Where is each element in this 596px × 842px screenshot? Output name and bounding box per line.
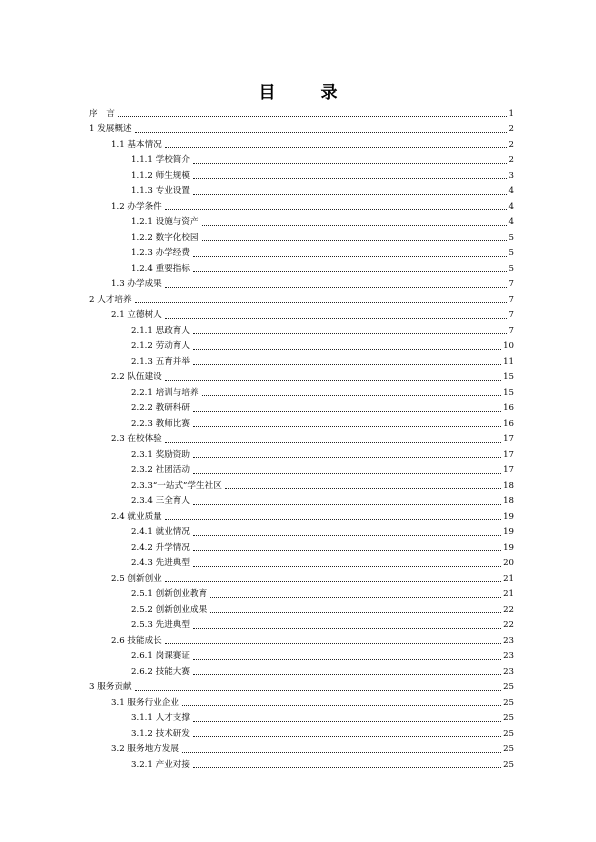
toc-entry[interactable]	[89, 104, 514, 120]
toc-leader-dots	[165, 318, 507, 319]
toc-entry[interactable]	[89, 507, 514, 523]
toc-entry[interactable]	[89, 554, 514, 570]
toc-entry-label: 2.5.2 创新创业成果	[131, 604, 208, 615]
toc-leader-dots	[165, 209, 507, 210]
toc-entry-page: 19	[503, 511, 514, 522]
toc-entry-label: 1.2.2 数字化校园	[131, 232, 199, 243]
toc-entry-label: 1.2.4 重要指标	[131, 263, 190, 274]
toc-entry[interactable]	[89, 399, 514, 415]
toc-leader-dots	[165, 380, 501, 381]
toc-entry-label: 2.3.3“一站式”学生社区	[131, 480, 222, 491]
toc-entry-label: 2.4 就业质量	[111, 511, 162, 522]
toc-entry[interactable]	[89, 492, 514, 508]
toc-entry[interactable]	[89, 228, 514, 244]
toc-entry[interactable]	[89, 585, 514, 601]
toc-entry-label: 2.2 队伍建设	[111, 372, 162, 382]
toc-leader-dots	[182, 752, 501, 753]
toc-leader-dots	[193, 349, 501, 350]
toc-entry-label: 2.2.2 教研科研	[131, 403, 190, 413]
toc-entry[interactable]	[89, 321, 514, 337]
toc-entry-page: 25	[503, 697, 514, 708]
toc-entry-page: 5	[508, 248, 514, 258]
toc-leader-dots	[193, 411, 501, 412]
toc-leader-dots	[135, 690, 501, 691]
toc-entry[interactable]	[89, 290, 514, 306]
toc-entry[interactable]	[89, 662, 514, 678]
toc-entry-label: 1.1.1 学校简介	[131, 155, 190, 165]
toc-entry-page: 4	[508, 186, 514, 196]
toc-entry-page: 4	[508, 217, 514, 227]
toc-entry[interactable]	[89, 445, 514, 461]
toc-entry-label: 1.2.3 办学经费	[131, 248, 190, 258]
toc-entry[interactable]	[89, 709, 514, 725]
toc-entry[interactable]	[89, 647, 514, 663]
toc-leader-dots	[165, 643, 501, 644]
toc-entry-label: 1.2.1 设施与资产	[131, 217, 199, 227]
toc-entry-page: 20	[503, 558, 514, 568]
toc-leader-dots	[193, 256, 507, 257]
toc-entry[interactable]	[89, 151, 514, 167]
toc-leader-dots	[165, 581, 501, 582]
toc-entry[interactable]	[89, 430, 514, 446]
toc-title: 目 录	[258, 83, 352, 103]
toc-leader-dots	[210, 597, 501, 598]
toc-entry-page: 25	[503, 682, 514, 692]
toc-entry[interactable]	[89, 244, 514, 260]
toc-leader-dots	[193, 566, 501, 567]
toc-entry-label: 2.6.2 技能大赛	[131, 666, 190, 677]
toc-entry[interactable]	[89, 678, 514, 694]
toc-entry-label: 2.4.3 先进典型	[131, 558, 190, 568]
toc-entry[interactable]	[89, 383, 514, 399]
toc-entry[interactable]	[89, 476, 514, 492]
toc-entry-page: 1	[508, 108, 514, 119]
toc-entry-page: 23	[503, 651, 514, 661]
toc-entry[interactable]	[89, 724, 514, 740]
toc-leader-dots	[165, 147, 507, 148]
toc-entry-page: 21	[503, 589, 514, 599]
toc-entry-label: 2.3 在校体验	[111, 434, 162, 444]
toc-leader-dots	[118, 116, 507, 117]
toc-entry[interactable]	[89, 306, 514, 322]
toc-entry-label: 3.1.2 技术研发	[131, 728, 190, 739]
toc-entry[interactable]	[89, 755, 514, 771]
toc-leader-dots	[202, 225, 507, 226]
table-of-contents	[89, 104, 514, 771]
toc-leader-dots	[182, 705, 501, 706]
toc-entry-page: 16	[503, 403, 514, 413]
toc-entry-label: 2.1.2 劳动育人	[131, 341, 190, 351]
toc-entry-label: 1.1.2 师生规模	[131, 170, 190, 181]
toc-entry-page: 3	[508, 170, 514, 181]
toc-entry-label: 2 人才培养	[89, 294, 132, 305]
toc-entry-page: 5	[508, 263, 514, 274]
toc-leader-dots	[193, 457, 501, 458]
toc-entry-page: 25	[503, 759, 514, 770]
toc-entry-page: 7	[508, 279, 514, 289]
toc-entry-label: 3 服务贡献	[89, 682, 132, 692]
toc-entry-page: 4	[508, 201, 514, 212]
toc-entry-label: 2.4.2 升学情况	[131, 542, 190, 553]
toc-leader-dots	[210, 612, 501, 613]
toc-entry-label: 2.1 立德树人	[111, 310, 162, 320]
toc-entry[interactable]	[89, 569, 514, 585]
toc-entry-label: 1.1 基本情况	[111, 139, 162, 150]
toc-entry-page: 16	[503, 418, 514, 429]
toc-entry-label: 序 言	[89, 108, 115, 119]
toc-entry-page: 15	[503, 387, 514, 398]
toc-entry[interactable]	[89, 616, 514, 632]
toc-entry[interactable]	[89, 197, 514, 213]
toc-leader-dots	[193, 674, 501, 675]
toc-entry-page: 11	[503, 356, 514, 367]
toc-leader-dots	[193, 364, 501, 365]
toc-leader-dots	[193, 504, 501, 505]
toc-entry[interactable]	[89, 693, 514, 709]
toc-entry-page: 17	[503, 434, 514, 444]
toc-leader-dots	[193, 194, 507, 195]
toc-entry-label: 2.5 创新创业	[111, 573, 162, 584]
toc-entry-page: 2	[508, 124, 514, 134]
toc-leader-dots	[193, 767, 501, 768]
toc-entry-page: 25	[503, 713, 514, 723]
toc-entry-label: 2.3.1 奖励资助	[131, 449, 190, 460]
toc-entry-page: 2	[508, 155, 514, 165]
toc-entry-label: 1.1.3 专业设置	[131, 186, 190, 196]
toc-entry-label: 3.2 服务地方发展	[111, 744, 179, 754]
toc-entry[interactable]	[89, 135, 514, 151]
toc-entry-label: 2.5.3 先进典型	[131, 620, 190, 630]
toc-entry[interactable]	[89, 182, 514, 198]
toc-entry-page: 23	[503, 666, 514, 677]
toc-entry-label: 3.1 服务行业企业	[111, 697, 179, 708]
toc-entry-label: 2.2.1 培训与培养	[131, 387, 199, 398]
toc-entry-page: 2	[508, 139, 514, 150]
toc-leader-dots	[202, 395, 501, 396]
toc-entry[interactable]	[89, 740, 514, 756]
toc-entry[interactable]	[89, 352, 514, 368]
toc-entry[interactable]	[89, 414, 514, 430]
toc-entry[interactable]	[89, 631, 514, 647]
toc-entry-label: 2.3.2 社团活动	[131, 465, 190, 475]
toc-entry-label: 2.1.1 思政育人	[131, 325, 190, 336]
toc-entry-page: 7	[508, 310, 514, 320]
toc-entry-label: 2.4.1 就业情况	[131, 527, 190, 537]
toc-entry[interactable]	[89, 120, 514, 136]
toc-leader-dots	[165, 287, 507, 288]
toc-leader-dots	[135, 302, 507, 303]
toc-entry[interactable]	[89, 259, 514, 275]
toc-leader-dots	[193, 550, 501, 551]
toc-entry-label: 2.5.1 创新创业教育	[131, 589, 208, 599]
toc-entry-page: 18	[503, 480, 514, 491]
toc-entry-label: 2.2.3 教师比赛	[131, 418, 190, 429]
toc-leader-dots	[193, 333, 507, 334]
toc-entry-label: 2.1.3 五育并举	[131, 356, 190, 367]
toc-entry-label: 3.1.1 人才支撑	[131, 713, 190, 723]
toc-entry-page: 21	[503, 573, 514, 584]
toc-entry-page: 17	[503, 465, 514, 475]
toc-entry-page: 7	[508, 325, 514, 336]
toc-leader-dots	[193, 628, 501, 629]
toc-entry-page: 7	[508, 294, 514, 305]
toc-entry-label: 2.6.1 岗课赛证	[131, 651, 190, 661]
toc-entry-label: 2.3.4 三全育人	[131, 496, 190, 506]
toc-entry-page: 19	[503, 542, 514, 553]
toc-leader-dots	[193, 473, 501, 474]
toc-entry-page: 23	[503, 635, 514, 646]
toc-entry-page: 18	[503, 496, 514, 506]
toc-leader-dots	[193, 271, 507, 272]
toc-entry-page: 15	[503, 372, 514, 382]
toc-leader-dots	[193, 426, 501, 427]
toc-entry-label: 1.2 办学条件	[111, 201, 162, 212]
toc-entry-page: 19	[503, 527, 514, 537]
toc-entry-page: 17	[503, 449, 514, 460]
toc-entry[interactable]	[89, 213, 514, 229]
toc-entry-label: 1 发展概述	[89, 124, 132, 134]
toc-entry-page: 10	[503, 341, 514, 351]
toc-entry[interactable]	[89, 523, 514, 539]
toc-entry[interactable]	[89, 461, 514, 477]
toc-leader-dots	[193, 721, 501, 722]
toc-entry-page: 22	[503, 604, 514, 615]
toc-leader-dots	[225, 488, 501, 489]
toc-leader-dots	[193, 178, 507, 179]
toc-leader-dots	[193, 736, 501, 737]
toc-entry[interactable]	[89, 368, 514, 384]
toc-entry-page: 25	[503, 744, 514, 754]
toc-entry[interactable]	[89, 600, 514, 616]
toc-entry[interactable]	[89, 337, 514, 353]
toc-leader-dots	[202, 240, 507, 241]
toc-leader-dots	[165, 519, 501, 520]
toc-entry-label: 3.2.1 产业对接	[131, 759, 190, 770]
toc-entry[interactable]	[89, 538, 514, 554]
toc-leader-dots	[165, 442, 501, 443]
toc-entry-page: 22	[503, 620, 514, 630]
toc-entry[interactable]	[89, 166, 514, 182]
toc-entry[interactable]	[89, 275, 514, 291]
toc-entry-page: 5	[508, 232, 514, 243]
toc-leader-dots	[193, 535, 501, 536]
toc-leader-dots	[193, 163, 507, 164]
toc-entry-label: 1.3 办学成果	[111, 279, 162, 289]
toc-entry-label: 2.6 技能成长	[111, 635, 162, 646]
toc-leader-dots	[135, 132, 507, 133]
toc-leader-dots	[193, 659, 501, 660]
toc-entry-page: 25	[503, 728, 514, 739]
